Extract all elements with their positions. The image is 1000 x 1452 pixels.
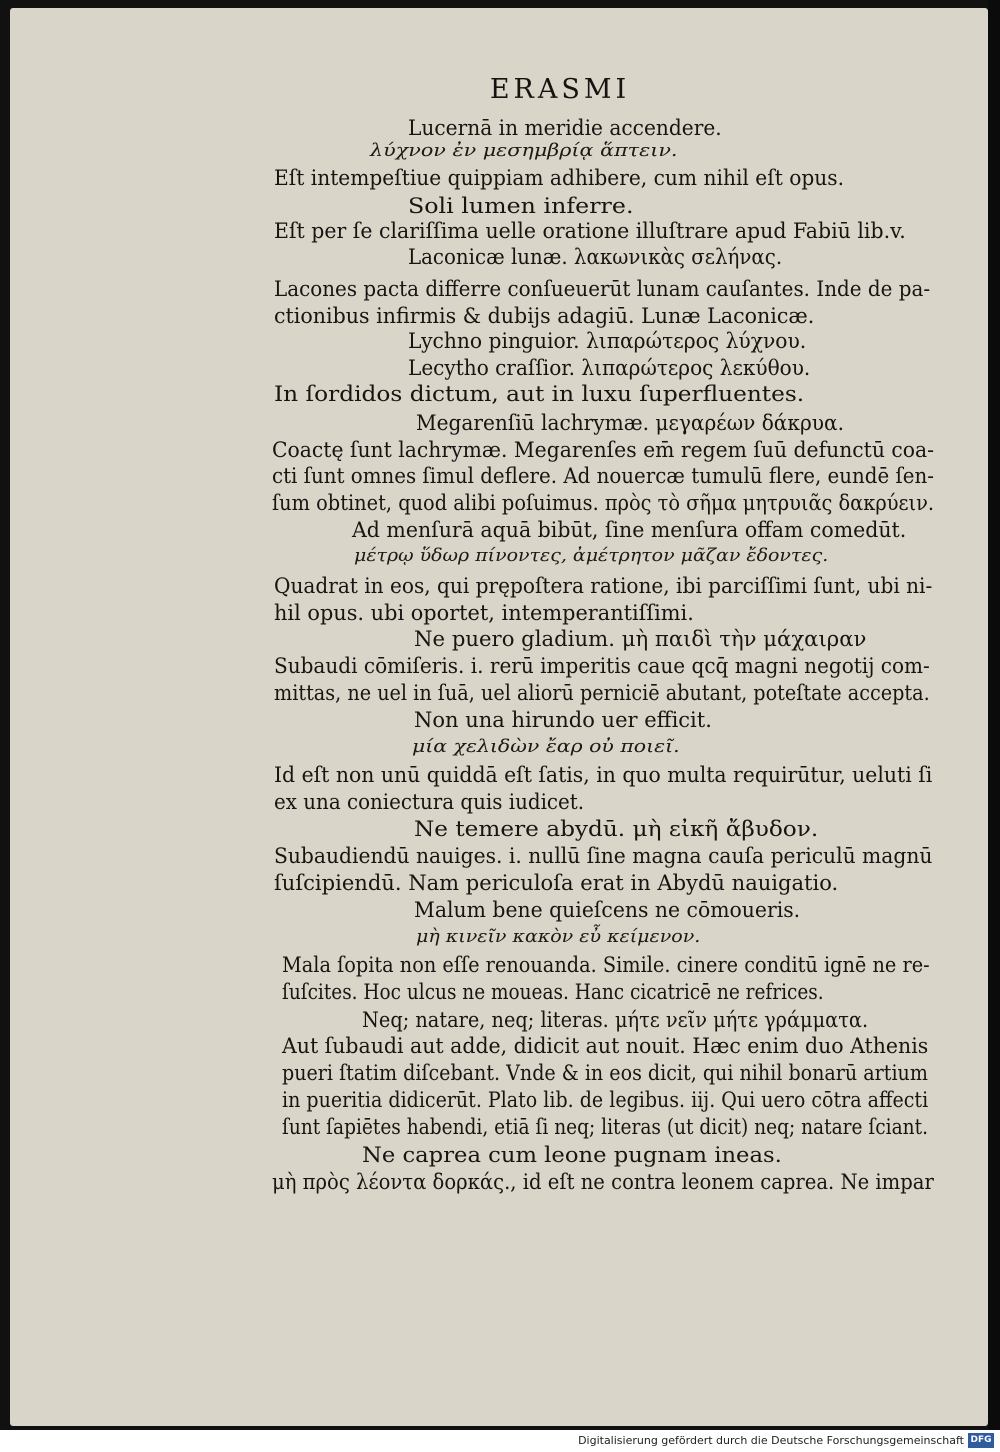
page-edge-shadow <box>988 0 1000 1430</box>
text-line: in pueritia didicerūt. Plato lib. de legibus. iij. Qui uero cōtra affecti <box>282 1088 929 1112</box>
text-line: ctionibus infirmis & dubijs adagiū. Lunæ Laconicæ. <box>274 304 815 328</box>
text-line: Mala ſopita non eſſe renouanda. Simile. cinere conditū ignē ne re- <box>282 953 930 977</box>
text-line: Non una hirundo uer efficit. <box>414 708 712 732</box>
text-line: Eſt intempeſtiue quippiam adhibere, cum nihil eſt opus. <box>274 166 845 190</box>
text-line: mittas, ne uel in ſuā, uel aliorū perniciē abutant, poteſtate accepta. <box>274 681 930 705</box>
text-line: Coactę ſunt lachrymæ. Megarenſes em̄ regem ſuū defunctū coa- <box>272 438 934 462</box>
text-line: cti ſunt omnes ſimul deflere. Ad nouercæ tumulū flere, eundē ſen- <box>272 464 934 488</box>
greek-line: μία χελιδὼν ἔαρ οὐ ποιεῖ. <box>412 736 680 757</box>
text-line: Lecytho craſſior. λιπαρώτερος λεκύθου. <box>408 356 811 380</box>
text-line: Lucernā in meridie accendere. <box>408 116 722 140</box>
text-line: Id eſt non unū quiddā eſt ſatis, in quo multa requirūtur, ueluti ſi <box>274 763 933 787</box>
text-line: hil opus. ubi oportet, intemperantiſſimi. <box>274 601 694 625</box>
text-line: Megarenſiū lachrymæ. μεγαρέων δάκρυα. <box>416 411 844 435</box>
text-line: Subaudiendū nauiges. i. nullū ſine magna cauſa periculū magnū <box>274 844 933 868</box>
greek-line: λύχνον ἐν μεσημβρίᾳ ἅπτειν. <box>370 140 678 161</box>
text-line: Ne caprea cum leone pugnam ineas. <box>362 1143 782 1167</box>
text-line: ſuſcites. Hoc ulcus ne moueas. Hanc cicatricē ne refrices. <box>282 980 824 1004</box>
footer-credit: Digitalisierung gefördert durch die Deutsche Forschungsgemeinschaft <box>578 1434 964 1447</box>
text-line: ſum obtinet, quod alibi poſuimus. πρὸς τὸ σῆμα μητρυιᾶς δακρύειν. <box>272 491 935 515</box>
text-line: In ſordidos dictum, aut in luxu ſuperfluentes. <box>274 382 805 406</box>
text-line: Aut ſubaudi aut adde, didicit aut nouit. Hæc enim duo Athenis <box>282 1034 929 1058</box>
text-line: Lacones pacta differre conſueuerūt lunam cauſantes. Inde de pa- <box>274 277 931 301</box>
text-line: Ne temere abydū. μὴ εἰκῆ ἄβυδον. <box>414 817 819 841</box>
text-line: ſunt ſapiētes habendi, etiā ſi neq; literas (ut dicit) neq; natare ſciant. <box>282 1115 928 1139</box>
text-line: Lychno pinguior. λιπαρώτερος λύχνου. <box>408 329 807 353</box>
text-line: Neq; natare, neq; literas. μήτε νεῖν μήτε γράμματα. <box>362 1008 869 1032</box>
text-line: μὴ πρὸς λέοντα δορκάς., id eſt ne contra leonem caprea. Ne impar <box>272 1170 934 1194</box>
text-line: Laconicæ lunæ. λακωνικὰς σελήνας. <box>408 245 783 269</box>
header-title: ERASMI <box>489 74 631 105</box>
text-line: Subaudi cōmiſeris. i. rerū imperitis caue qcq̄ magni negotij com- <box>274 654 930 678</box>
text-line: Soli lumen inferre. <box>408 194 634 218</box>
greek-line: μέτρῳ ὕδωρ πίνοντες, ἀμέτρητον μᾶζαν ἔδοντες. <box>354 545 829 566</box>
text-line: Ad menſurā aquā bibūt, ſine menſura offam comedūt. <box>352 518 907 542</box>
text-line: Eſt per ſe clariſſima uelle oratione illuſtrare apud Fabiū lib.v. <box>274 219 906 243</box>
text-line: Ne puero gladium. μὴ παιδὶ τὴν μάχαιραν <box>414 627 867 651</box>
text-line: pueri ſtatim diſcebant. Vnde & in eos dicit, qui nihil bonarū artium <box>282 1061 928 1085</box>
footer-bar <box>0 1430 1000 1452</box>
text-line: Malum bene quieſcens ne cōmoueris. <box>414 898 801 922</box>
text-line: ſuſcipiendū. Nam periculoſa erat in Abydū nauigatio. <box>274 871 839 895</box>
text-line: ex una coniectura quis iudicet. <box>274 790 585 814</box>
running-header <box>0 74 1000 105</box>
dfg-logo: DFG <box>968 1433 994 1448</box>
greek-line: μὴ κινεῖν κακὸν εὖ κείμενον. <box>416 926 701 947</box>
text-line: Quadrat in eos, qui prępoſtera ratione, ibi parciſſimi ſunt, ubi ni- <box>274 574 933 598</box>
